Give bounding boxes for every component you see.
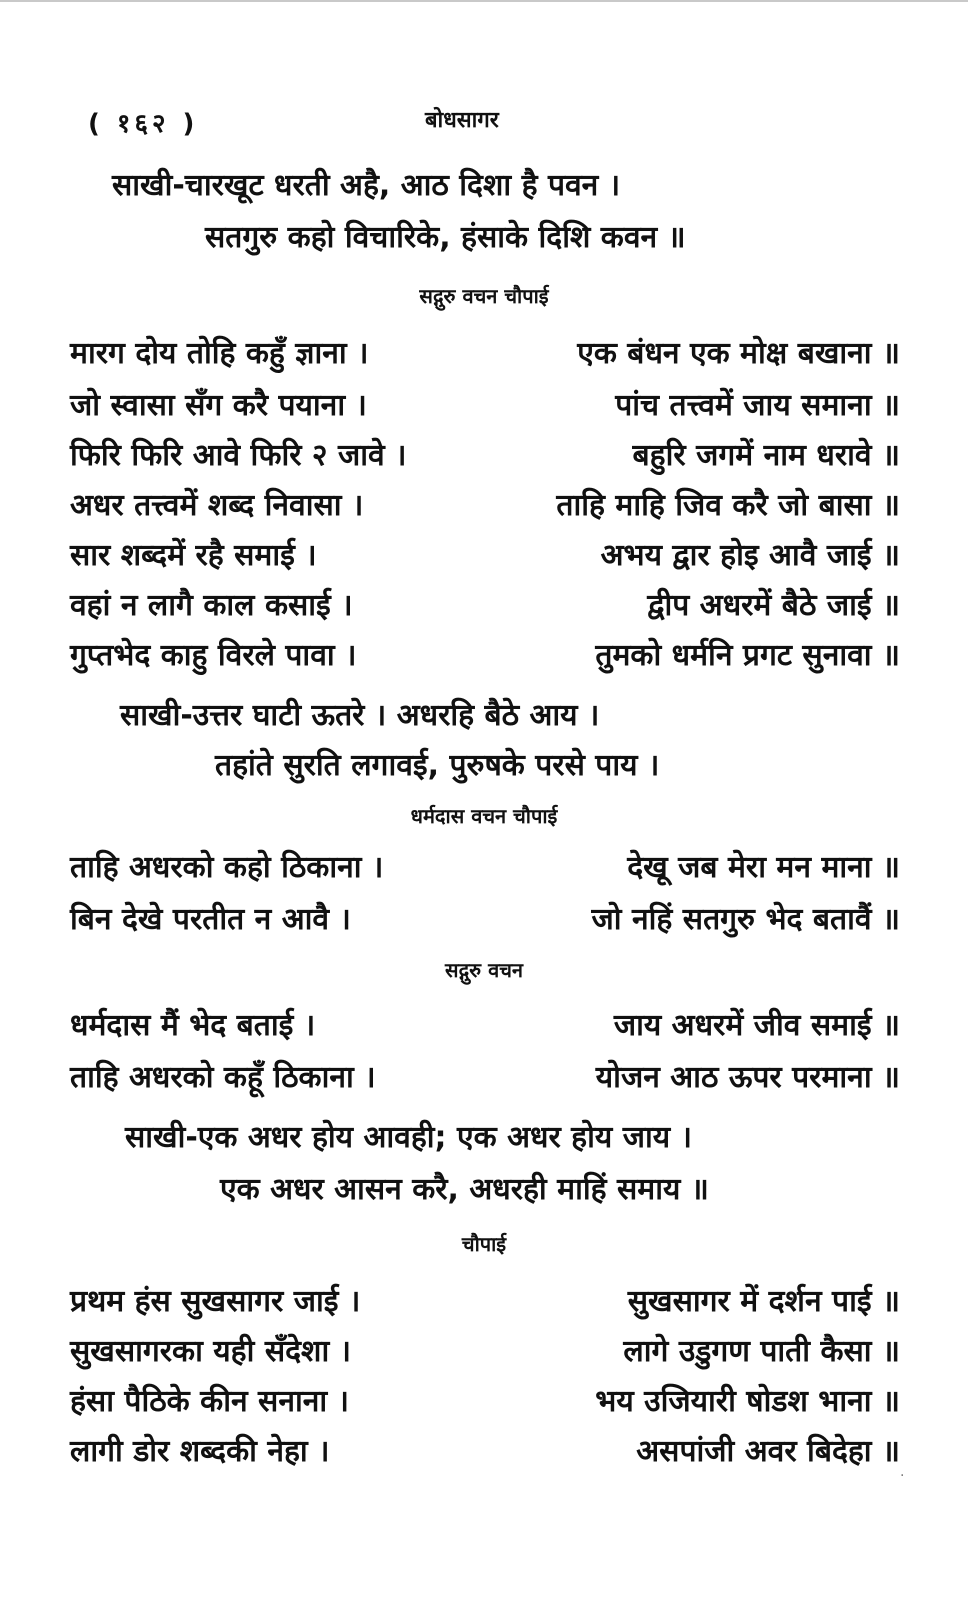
verse-left: वहां न लागै काल कसाई । — [70, 588, 353, 623]
verse-right: पांच तत्त्वमें जाय समाना ॥ — [615, 388, 900, 423]
verse-line-3 — [70, 436, 900, 476]
section-heading-dharmadas-chaupai: धर्मदास वचन चौपाई — [410, 804, 558, 828]
scan-speck: · — [900, 1468, 905, 1484]
verse-line-1 — [70, 334, 900, 374]
verse-line-10 — [70, 1006, 900, 1046]
verse-left: मारग दोय तोहि कहुँ ज्ञाना । — [70, 336, 369, 371]
verse-line-14 — [70, 1382, 900, 1422]
section-heading-chaupai: चौपाई — [461, 1232, 507, 1256]
running-head-title: बोधसागर — [425, 108, 499, 133]
sakhi-line-3: साखी-उत्तर घाटी ऊतरे । अधरहि बैठे आय । — [120, 698, 600, 733]
verse-left: गुप्तभेद काहु विरले पावा । — [70, 638, 357, 673]
verse-left: फिरि फिरि आवे फिरि २ जावे । — [70, 438, 407, 473]
verse-left: अधर तत्त्वमें शब्द निवासा । — [70, 488, 364, 523]
page-number: ( १६२ ) — [88, 109, 199, 139]
verse-right: जाय अधरमें जीव समाई ॥ — [613, 1008, 900, 1043]
sakhi-line-1: साखी-चारखूट धरती अहै, आठ दिशा है पवन । — [112, 168, 621, 203]
verse-line-4 — [70, 486, 900, 526]
verse-left: लागी डोर शब्दकी नेहा । — [70, 1434, 330, 1469]
verse-right: एक बंधन एक मोक्ष बखाना ॥ — [577, 336, 900, 371]
section-heading-sadguru-chaupai: सद्गुरु वचन चौपाई — [419, 284, 549, 308]
verse-left: सार शब्दमें रहै समाई । — [70, 538, 317, 573]
verse-line-2 — [70, 386, 900, 426]
verse-line-11 — [70, 1058, 900, 1098]
section-heading-sadguru: सद्गुरु वचन — [444, 958, 524, 982]
verse-right: तुमको धर्मनि प्रगट सुनावा ॥ — [595, 638, 900, 673]
verse-line-5 — [70, 536, 900, 576]
verse-left: हंसा पैठिके कीन सनाना । — [70, 1384, 349, 1419]
sakhi-line-4: तहांते सुरति लगावई, पुरुषके परसे पाय । — [215, 748, 660, 783]
verse-right: भय उजियारी षोडश भाना ॥ — [595, 1384, 900, 1419]
verse-line-7 — [70, 636, 900, 676]
verse-line-9 — [70, 900, 900, 940]
sakhi-line-5: साखी-एक अधर होय आवही; एक अधर होय जाय । — [125, 1120, 692, 1155]
verse-left: बिन देखे परतीत न आवै । — [70, 902, 351, 937]
verse-right: जो नहिं सतगुरु भेद बतावैं ॥ — [591, 902, 900, 937]
verse-line-12 — [70, 1282, 900, 1322]
verse-right: ताहि माहि जिव करै जो बासा ॥ — [556, 488, 900, 523]
verse-left: ताहि अधरको कहो ठिकाना । — [70, 850, 384, 885]
verse-right: योजन आठ ऊपर परमाना ॥ — [595, 1060, 900, 1095]
verse-left: ताहि अधरको कहूँ ठिकाना । — [70, 1060, 376, 1095]
verse-right: द्वीप अधरमें बैठे जाई ॥ — [647, 588, 900, 623]
verse-right: अभय द्वार होइ आवै जाई ॥ — [600, 538, 900, 573]
top-border — [0, 0, 968, 2]
verse-line-6 — [70, 586, 900, 626]
verse-right: देखू जब मेरा मन माना ॥ — [627, 850, 900, 885]
sakhi-line-6: एक अधर आसन करै, अधरही माहिं समाय ॥ — [220, 1172, 709, 1207]
verse-left: सुखसागरका यही सँदेशा । — [70, 1334, 352, 1369]
verse-right: असपांजी अवर बिदेहा ॥ — [636, 1434, 900, 1469]
verse-right: बहुरि जगमें नाम धरावे ॥ — [632, 438, 900, 473]
verse-right: सुखसागर में दर्शन पाई ॥ — [627, 1284, 900, 1319]
verse-right: लागे उडुगण पाती कैसा ॥ — [623, 1334, 900, 1369]
verse-line-15 — [70, 1432, 900, 1472]
verse-left: प्रथम हंस सुखसागर जाई । — [70, 1284, 361, 1319]
verse-line-13 — [70, 1332, 900, 1372]
sakhi-line-2: सतगुरु कहो विचारिके, हंसाके दिशि कवन ॥ — [205, 220, 686, 255]
verse-left: धर्मदास मैं भेद बताई । — [70, 1008, 316, 1043]
verse-line-8 — [70, 848, 900, 888]
verse-left: जो स्वासा सँग करै पयाना । — [70, 388, 367, 423]
